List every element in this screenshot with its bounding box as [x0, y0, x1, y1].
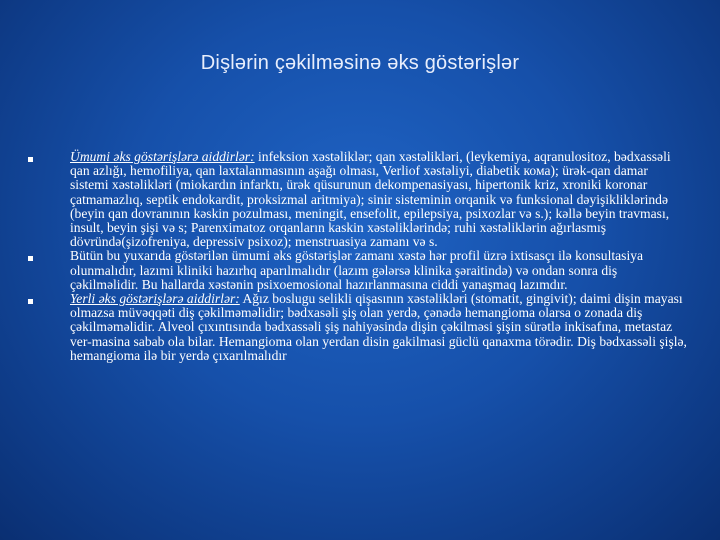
bullet-marker-icon — [28, 292, 70, 306]
bullet-body: Bütün bu yuxarıda göstərilən ümumi əks göstərişlər zamanı xəstə hər profil üzrə ixtisasçı ilə konsultasiya olunmalıdır, lazımi kliniki hazırhq aparılmalıdır (lazım gələrsə klinika şəraitində) və ondan sonra diş çəkilməlidir. Bu hallarda xəstənin psixoemosional hazırlanmasına ciddi yanaşmaq lazımdır. — [70, 248, 644, 292]
slide-title: Dişlərin çəkilməsinə əks göstərişlər — [200, 52, 520, 74]
bullet-text — [70, 249, 688, 292]
bullet-item-general-contraindications — [28, 150, 688, 249]
bullet-marker-icon — [28, 249, 70, 263]
bullet-lead: Ümumi əks göstərişlərə aiddirlər: — [70, 149, 255, 164]
bullet-body: infeksion xəstəliklər; qan xəstəlikləri, (leykemiya, aqranulositoz, bədxassəli qan azlığı, hemofiliya, qan laxtalanmasının aşağı olması, Verliof xəstəliyi, diabetik кома); ürək-qan damar sistemi xəstəlikləri (miokardın infarktı, ürək qüsurunun dekompenasiyası, hipertonik kriz, xroniki koronar çatmamazlıq, septik endokardit, proksizmal aritmiya); sinir sisteminin orqanik və funksional dəyişikliklərində (beyin qan dovranının kəskin pozulması, meningit, ensefolit, epilepsiya, psixozlar və s.); kəllə beyin travması, insult, beyin şişi və s; Parenximatoz orqanların kaskin xəstəliklərində; ruhi xəstəliklərin ağırlasmış dövründə(şizofreniya, depressiv psixoz); menstruasiya zamanı və s. — [70, 149, 671, 250]
bullet-item-local-contraindications — [28, 292, 688, 363]
bullet-item-consultation — [28, 249, 688, 292]
bullet-marker-icon — [28, 150, 70, 164]
bullet-lead: Yerli əks göstərişlərə aiddirlər: — [70, 291, 240, 307]
bullet-body: Ağız boslugu selikli qişasının xəstəlikləri (stomatit, gingivit); daimi dişin mayası olmazsa müvəqqəti diş çəkilməməlidir; bədxasəli şiş olan yerdə, çənədə hemangioma olarsa o zonada diş çəkilməməlidir. Alveol çıxıntısında bədxassəli şiş nahiyəsində dişin çəkilməsi şişin sürətlə inkisafına, metastaz ver-masina sabab ola bilar. Hemangioma olan yerdan disin gakilmasi güclü qanaxma törədir. Diş bədxassəli şişlə, hemangioma ilə bir yerdə çıxarılmalıdır — [70, 291, 687, 363]
bullet-text — [70, 150, 688, 249]
bullet-text — [70, 292, 688, 363]
bullet-list — [28, 150, 688, 363]
